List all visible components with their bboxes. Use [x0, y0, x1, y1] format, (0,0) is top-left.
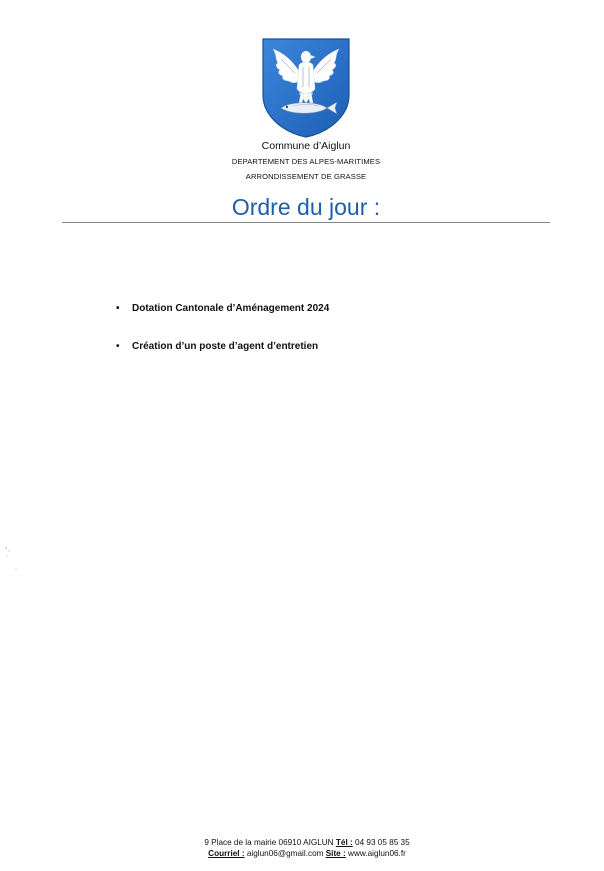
footer-email-value: aiglun06@gmail.com — [246, 849, 324, 858]
arrondissement-line: ARRONDISSEMENT DE GRASSE — [245, 172, 367, 181]
footer-tel-label: Tél : — [335, 838, 353, 847]
agenda-item-label: Création d’un poste d’agent d’entretien — [132, 341, 319, 352]
agenda-list — [116, 302, 329, 378]
list-item — [116, 340, 329, 378]
footer-email-label: Courriel : — [208, 849, 245, 858]
page-title: Ordre du jour : — [231, 194, 381, 220]
footer-tel-value: 04 93 05 85 35 — [355, 838, 410, 847]
list-item — [116, 302, 329, 340]
footer-site-value: www.aiglun06.fr — [348, 849, 406, 858]
coat-of-arms-eagle-fish-icon — [261, 37, 351, 139]
footer-line-1 — [10, 837, 604, 848]
footer — [0, 837, 604, 859]
footer-site-label: Site : — [325, 849, 346, 858]
footer-line-2 — [10, 848, 604, 859]
bullet-icon: • — [116, 341, 120, 352]
agenda-item-label: Dotation Cantonale d’Aménagement 2024 — [132, 303, 330, 314]
footer-address: 9 Place de la mairie 06910 AIGLUN — [204, 838, 334, 847]
departement-line: DEPARTEMENT DES ALPES-MARITIMES — [231, 157, 381, 166]
scan-speck-icon — [4, 545, 20, 573]
title-divider — [62, 222, 550, 223]
bullet-icon: • — [116, 303, 120, 314]
commune-name: Commune d’Aiglun — [261, 140, 351, 152]
